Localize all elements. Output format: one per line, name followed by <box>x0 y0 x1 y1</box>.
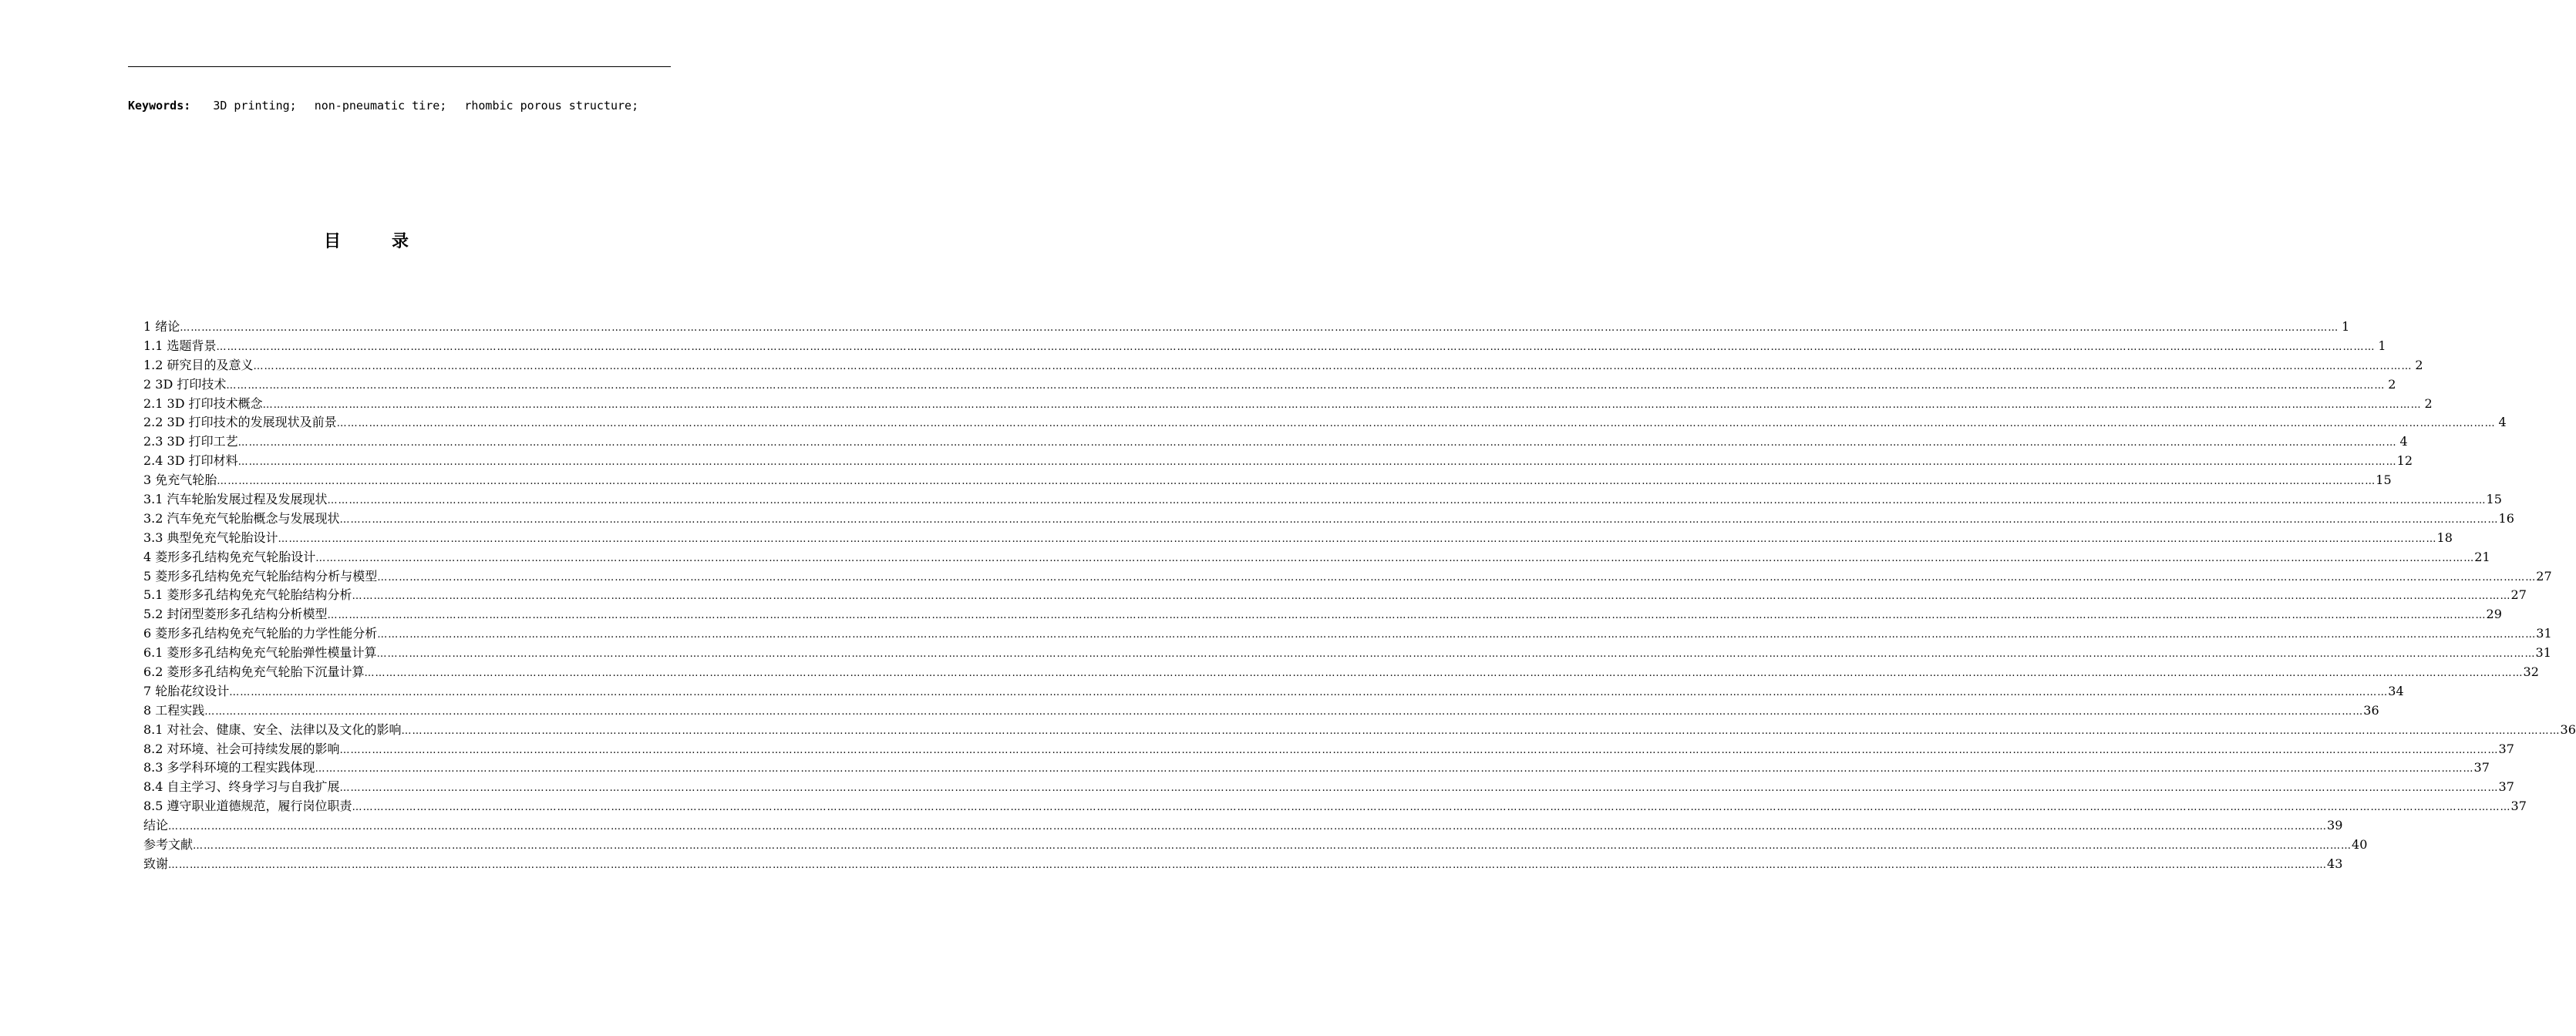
toc-entry-page: 36 <box>2363 702 2379 718</box>
toc-leader-dots: …………………………………………………………………………………………………………………………………………………………………………………………………………………………………………………………………………………………………………………………………………………………………………………………………………………………………………………………………………………………………………………………………………………… <box>315 552 2475 564</box>
toc-entry-title: 8.2 对环境、社会可持续发展的影响 <box>143 741 340 756</box>
toc-entry[interactable] <box>143 624 2552 644</box>
toc-entry[interactable] <box>143 836 2368 855</box>
toc-entry-page: 15 <box>2486 492 2502 507</box>
toc-leader-dots: …………………………………………………………………………………………………………………………………………………………………………………………………………………………………………………………………………………………………………………………………………………………………………………………………………………………………………………………………………………………………………………………………………………… <box>352 590 2511 603</box>
toc-entry[interactable] <box>143 758 2490 778</box>
toc-leader-dots: …………………………………………………………………………………………………………………………………………………………………………………………………………………………………………………………………………………………………………………………………………………………………………………………………………………………………………………………………………………………………………………………………………………… <box>237 437 2397 449</box>
toc-entry[interactable] <box>143 490 2502 510</box>
toc-title <box>0 228 732 252</box>
toc-entry-title: 8 工程实践 <box>143 702 205 718</box>
toc-entry-title: 6.2 菱形多孔结构免充气轮胎下沉量计算 <box>143 664 365 680</box>
toc-entry-title: 3.2 汽车免充气轮胎概念与发展现状 <box>143 510 340 526</box>
toc-entry-page: 37 <box>2510 799 2527 814</box>
toc-entry-page: 18 <box>2436 530 2453 545</box>
toc-entry-page: 4 <box>2498 415 2507 430</box>
toc-title-left: 目 <box>323 232 341 251</box>
toc-entry-page: 39 <box>2327 818 2343 833</box>
table-of-contents <box>143 318 2576 874</box>
toc-entry-title: 5 菱形多孔结构免充气轮胎结构分析与模型 <box>143 568 378 584</box>
toc-entry-title: 8.1 对社会、健康、安全、法律以及文化的影响 <box>143 722 402 737</box>
toc-entry-title: 2.4 3D 打印材料 <box>143 453 238 469</box>
toc-entry-page: 27 <box>2536 568 2552 584</box>
toc-entry-title: 5.2 封闭型菱形多孔结构分析模型 <box>143 607 328 622</box>
toc-leader-dots: …………………………………………………………………………………………………………………………………………………………………………………………………………………………………………………………………………………………………………………………………………………………………………………………………………………………………………………………………………………………………………………………………………………… <box>339 782 2499 795</box>
toc-entry-title: 致谢 <box>143 856 169 871</box>
toc-leader-dots: …………………………………………………………………………………………………………………………………………………………………………………………………………………………………………………………………………………………………………………………………………………………………………………………………………………………………………………………………………………………………………………………………………………… <box>226 379 2386 392</box>
toc-entry[interactable] <box>143 816 2343 836</box>
toc-entry-page: 4 <box>2399 434 2408 449</box>
toc-entry-page: 37 <box>2498 741 2514 756</box>
toc-entry-page: 37 <box>2473 760 2490 775</box>
toc-entry-title: 8.4 自主学习、终身学习与自我扩展 <box>143 779 340 795</box>
toc-entry-page: 2 <box>2424 395 2433 411</box>
toc-leader-dots: …………………………………………………………………………………………………………………………………………………………………………………………………………………………………………………………………………………………………………………………………………………………………………………………………………………………………………………………………………………………………………………………………………………… <box>339 513 2499 526</box>
toc-entry-page: 34 <box>2388 683 2404 698</box>
toc-entry[interactable] <box>143 318 2350 337</box>
header-rule <box>128 66 671 67</box>
toc-leader-dots: …………………………………………………………………………………………………………………………………………………………………………………………………………………………………………………………………………………………………………………………………………………………………………………………………………………………………………………………………………………………………………………………………………………… <box>168 821 2328 833</box>
toc-entry[interactable] <box>143 605 2502 624</box>
toc-leader-dots: …………………………………………………………………………………………………………………………………………………………………………………………………………………………………………………………………………………………………………………………………………………………………………………………………………………………………………………………………………………………………………………………………………………… <box>237 456 2397 469</box>
keywords-label: Keywords: <box>128 99 191 113</box>
toc-entry[interactable] <box>143 337 2386 356</box>
toc-entry[interactable] <box>143 586 2527 605</box>
toc-title-right: 录 <box>392 232 409 251</box>
toc-entry-title: 3 免充气轮胎 <box>143 473 217 488</box>
toc-entry-page: 43 <box>2327 856 2343 871</box>
toc-entry-page: 1 <box>2378 338 2386 353</box>
toc-leader-dots: …………………………………………………………………………………………………………………………………………………………………………………………………………………………………………………………………………………………………………………………………………………………………………………………………………………………………………………………………………………………………………………………………………………… <box>180 322 2339 334</box>
toc-entry-title: 2.1 3D 打印技术概念 <box>143 395 263 411</box>
toc-entry[interactable] <box>143 682 2404 701</box>
toc-entry-page: 36 <box>2560 722 2576 737</box>
toc-entry-page: 16 <box>2498 510 2514 526</box>
toc-entry-title: 3.1 汽车轮胎发展过程及发展现状 <box>143 492 328 507</box>
toc-entry-title: 5.1 菱形多孔结构免充气轮胎结构分析 <box>143 587 352 603</box>
toc-entry-title: 7 轮胎花纹设计 <box>143 683 230 698</box>
toc-entry-title: 2.3 3D 打印工艺 <box>143 434 238 449</box>
toc-entry[interactable] <box>143 740 2514 759</box>
keyword-term: non-pneumatic tire; <box>314 99 447 113</box>
toc-entry[interactable] <box>143 356 2423 375</box>
toc-leader-dots: …………………………………………………………………………………………………………………………………………………………………………………………………………………………………………………………………………………………………………………………………………………………………………………………………………………………………………………………………………………………………………………………………………………… <box>315 763 2474 775</box>
toc-leader-dots: …………………………………………………………………………………………………………………………………………………………………………………………………………………………………………………………………………………………………………………………………………………………………………………………………………………………………………………………………………………………………………………………………………………… <box>278 533 2437 545</box>
toc-entry-title: 2.2 3D 打印技术的发展现状及前景 <box>143 415 337 430</box>
toc-entry[interactable] <box>143 375 2396 395</box>
toc-entry-title: 4 菱形多孔结构免充气轮胎设计 <box>143 549 316 564</box>
keyword-term: 3D printing; <box>213 99 297 113</box>
toc-entry[interactable] <box>143 548 2490 567</box>
toc-entry-title: 参考文献 <box>143 837 194 853</box>
toc-entry-title: 1 绪论 <box>143 319 180 334</box>
keyword-term: rhombic porous structure; <box>464 99 639 113</box>
toc-entry-title: 1.2 研究目的及意义 <box>143 357 254 372</box>
toc-leader-dots: …………………………………………………………………………………………………………………………………………………………………………………………………………………………………………………………………………………………………………………………………………………………………………………………………………………………………………………………………………………………………………………………………………………… <box>376 648 2536 661</box>
toc-entry-page: 31 <box>2536 626 2552 641</box>
toc-leader-dots: …………………………………………………………………………………………………………………………………………………………………………………………………………………………………………………………………………………………………………………………………………………………………………………………………………………………………………………………………………………………………………………………………………………… <box>216 341 2376 353</box>
toc-leader-dots: …………………………………………………………………………………………………………………………………………………………………………………………………………………………………………………………………………………………………………………………………………………………………………………………………………………………………………………………………………………………………………………………………………………… <box>193 840 2352 853</box>
toc-leader-dots: …………………………………………………………………………………………………………………………………………………………………………………………………………………………………………………………………………………………………………………………………………………………………………………………………………………………………………………………………………………………………………………………………………………… <box>336 418 2496 430</box>
toc-entry-title: 8.3 多学科环境的工程实践体现 <box>143 760 315 775</box>
toc-entry[interactable] <box>143 567 2552 587</box>
toc-entry[interactable] <box>143 529 2453 548</box>
toc-entry-page: 40 <box>2352 837 2368 853</box>
toc-leader-dots: …………………………………………………………………………………………………………………………………………………………………………………………………………………………………………………………………………………………………………………………………………………………………………………………………………………………………………………………………………………………………………………………………………………… <box>377 629 2537 641</box>
toc-leader-dots: …………………………………………………………………………………………………………………………………………………………………………………………………………………………………………………………………………………………………………………………………………………………………………………………………………………………………………………………………………………………………………………………………………………… <box>204 705 2364 718</box>
toc-entry-page: 21 <box>2474 549 2490 564</box>
toc-entry-title: 2 3D 打印技术 <box>143 376 227 392</box>
toc-entry-page: 31 <box>2535 645 2551 661</box>
toc-leader-dots: …………………………………………………………………………………………………………………………………………………………………………………………………………………………………………………………………………………………………………………………………………………………………………………………………………………………………………………………………………………………………………………………………………………… <box>168 859 2328 871</box>
toc-leader-dots: …………………………………………………………………………………………………………………………………………………………………………………………………………………………………………………………………………………………………………………………………………………………………………………………………………………………………………………………………………………………………………………………………………………… <box>377 571 2537 584</box>
toc-entry[interactable] <box>143 452 2413 471</box>
toc-entry-page: 32 <box>2523 664 2539 680</box>
toc-entry[interactable] <box>143 701 2379 721</box>
toc-entry[interactable] <box>143 510 2514 529</box>
toc-entry-title: 1.1 选题背景 <box>143 338 217 353</box>
toc-entry-title: 3.3 典型免充气轮胎设计 <box>143 530 278 545</box>
toc-leader-dots: …………………………………………………………………………………………………………………………………………………………………………………………………………………………………………………………………………………………………………………………………………………………………………………………………………………………………………………………………………………………………………………………………………………… <box>327 495 2487 507</box>
toc-entry[interactable] <box>143 395 2433 414</box>
keywords-line <box>128 99 671 113</box>
toc-leader-dots: …………………………………………………………………………………………………………………………………………………………………………………………………………………………………………………………………………………………………………………………………………………………………………………………………………………………………………………………………………………………………………………………………………………… <box>364 668 2524 680</box>
toc-entry[interactable] <box>143 471 2392 490</box>
toc-entry-title: 6 菱形多孔结构免充气轮胎的力学性能分析 <box>143 626 378 641</box>
toc-entry-title: 6.1 菱形多孔结构免充气轮胎弹性模量计算 <box>143 645 377 661</box>
toc-entry[interactable] <box>143 644 2551 663</box>
toc-leader-dots: …………………………………………………………………………………………………………………………………………………………………………………………………………………………………………………………………………………………………………………………………………………………………………………………………………………………………………………………………………………………………………………………………………………… <box>253 360 2413 372</box>
toc-leader-dots: …………………………………………………………………………………………………………………………………………………………………………………………………………………………………………………………………………………………………………………………………………………………………………………………………………………………………………………………………………………………………………………………………………………… <box>352 802 2511 814</box>
toc-entry-page: 29 <box>2486 607 2502 622</box>
toc-entry-page: 15 <box>2376 473 2392 488</box>
toc-entry-page: 2 <box>2388 376 2396 392</box>
toc-entry-page: 1 <box>2342 319 2350 334</box>
toc-entry-page: 27 <box>2510 587 2527 603</box>
toc-entry-title: 结论 <box>143 818 169 833</box>
toc-entry-page: 37 <box>2498 779 2514 795</box>
toc-entry[interactable] <box>143 721 2576 740</box>
toc-entry[interactable] <box>143 778 2514 797</box>
toc-entry-page: 12 <box>2396 453 2413 469</box>
toc-leader-dots: …………………………………………………………………………………………………………………………………………………………………………………………………………………………………………………………………………………………………………………………………………………………………………………………………………………………………………………………………………………………………………………………………………………… <box>217 476 2376 488</box>
toc-entry[interactable] <box>143 432 2408 452</box>
toc-leader-dots: …………………………………………………………………………………………………………………………………………………………………………………………………………………………………………………………………………………………………………………………………………………………………………………………………………………………………………………………………………………………………………………………………………………… <box>401 725 2561 737</box>
toc-leader-dots: …………………………………………………………………………………………………………………………………………………………………………………………………………………………………………………………………………………………………………………………………………………………………………………………………………………………………………………………………………………………………………………………………………………… <box>229 686 2389 698</box>
toc-entry[interactable] <box>143 855 2343 874</box>
toc-leader-dots: …………………………………………………………………………………………………………………………………………………………………………………………………………………………………………………………………………………………………………………………………………………………………………………………………………………………………………………………………………………………………………………………………………………… <box>327 610 2487 622</box>
toc-leader-dots: …………………………………………………………………………………………………………………………………………………………………………………………………………………………………………………………………………………………………………………………………………………………………………………………………………………………………………………………………………………………………………………………………………………… <box>262 399 2422 411</box>
toc-entry[interactable] <box>143 797 2527 816</box>
toc-entry-page: 2 <box>2415 357 2423 372</box>
toc-entry-title: 8.5 遵守职业道德规范，履行岗位职责 <box>143 799 352 814</box>
toc-entry[interactable] <box>143 413 2507 432</box>
toc-leader-dots: …………………………………………………………………………………………………………………………………………………………………………………………………………………………………………………………………………………………………………………………………………………………………………………………………………………………………………………………………………………………………………………………………………………… <box>339 744 2499 756</box>
toc-entry[interactable] <box>143 663 2539 682</box>
